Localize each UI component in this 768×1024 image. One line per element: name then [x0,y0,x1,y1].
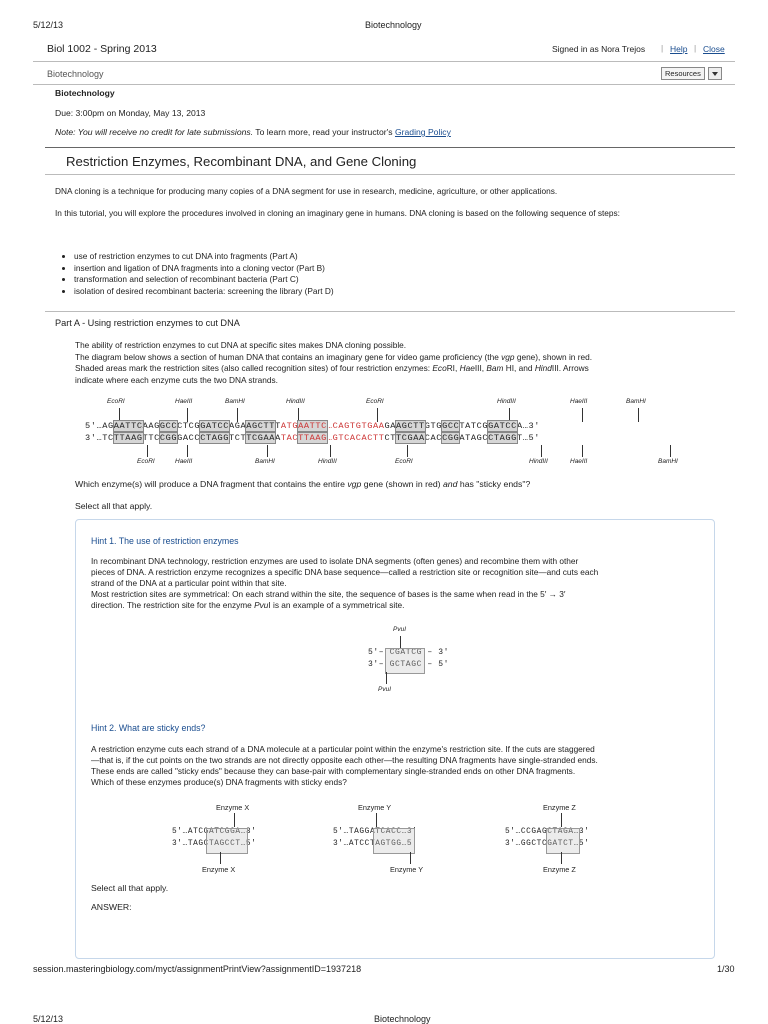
recognition-site [546,828,580,854]
recognition-site: GATCC [200,421,229,431]
strand-suffix: …5′ [522,433,540,443]
hint-text: These ends are called "sticky ends" because they can base-pair with complementary single-stranded ends on other DNA fragments. [91,766,576,776]
cut-arrow [220,852,221,864]
enzyme-z-top-strand: 5′…CCGAGCTAGA…3′ [505,828,590,836]
enzyme-label-top: EcoRI [107,398,125,405]
text-span: The diagram below shows a section of human DNA that contains an imaginary gene for video game proficiency (the [75,351,502,362]
steps-list [58,251,334,297]
cut-arrow [407,445,408,457]
intro-paragraph: DNA cloning is a technique for producing many copies of a DNA segment for use in research, medicine, agriculture, or other applications. [55,186,558,196]
enzyme-x-label: Enzyme X [216,803,250,812]
late-note [55,127,451,137]
recognition-site [373,828,415,854]
recognition-site: CTAGG [488,433,517,443]
recognition-site: TCGAA [246,433,276,443]
cut-arrow [582,408,583,422]
recognition-site: GCC [442,421,460,431]
enzyme-label-bottom: BamHI [255,458,275,465]
hint-text: In recombinant DNA technology, restriction enzymes are used to isolate DNA segments (often genes) and recombine them with other [91,556,579,566]
text-span: gene), shown in red. [514,351,593,362]
hint-text: —that is, if the cut points on the two strands are not directly opposite each other—the resulting DNA fragments have single-stranded ends. [91,755,598,765]
divider [33,61,735,62]
course-name: Biol 1002 - Spring 2013 [47,43,157,55]
pvui-bottom-strand: 3′– GCTAGC – 5′ [368,660,450,669]
text-span: RI, [446,363,460,373]
vgp-gene: ATGAATTC…CAGTGTGAA [280,421,385,431]
hint-2-title[interactable]: Hint 2. What are sticky ends? [91,723,206,733]
part-a-text: The ability of restriction enzymes to cut DNA at specific sites makes DNA cloning possible. [75,340,407,350]
enzyme-z-label: Enzyme Z [543,865,576,874]
cut-arrow [119,408,120,422]
page-number: 1/30 [717,964,735,974]
hint-text: Which of these enzymes produce(s) DNA fragments with sticky ends? [91,777,347,787]
list-item: • transformation and selection of recombinant bacteria (Part C) [74,274,334,286]
dna-diagram [85,396,705,472]
cut-arrow [298,408,299,422]
text-span: HI, and [503,363,535,373]
divider [33,84,735,85]
recognition-site [385,648,425,674]
strand-suffix: …3′ [522,421,540,431]
text-span: III, [474,363,487,373]
hint-1-body [91,556,701,611]
strand-prefix: 5′…AG [85,421,114,431]
cut-arrow [561,813,562,827]
help-link[interactable]: Help [670,44,688,54]
enzyme-label-bottom: BamHI [658,458,678,465]
text-span: Shaded areas mark the restriction sites (also called recognition sites) of four restriction enzymes: [75,363,433,373]
cut-arrow [410,852,411,864]
recognition-site: CTAGG [200,433,229,443]
chevron-down-icon[interactable] [708,67,722,80]
recognition-site: AATTC [113,421,143,431]
print-date: 5/12/13 [33,20,64,30]
recognition-site: GCC [159,421,178,431]
enzyme-y-label: Enzyme Y [358,803,392,812]
recognition-site: CGG [442,433,460,443]
cut-arrow [234,813,235,827]
cut-arrow [187,445,188,457]
cut-arrow [400,636,401,648]
part-a-intro [75,340,725,386]
enzyme-label-top: HindIII [497,398,516,405]
dna-top-strand: 5′…AGAATTCAAGGCCCTCGGATCCAGAAGCTTTATGAATTC…CAGTGTGAAGAAGCTTGTGGCCTATCGGATCCA…3′ [85,421,540,431]
print-title: Biotechnology [365,20,422,30]
strand-prefix: 3′…TC [85,433,114,443]
hint-text [91,600,701,611]
late-note-italic: Note: You will receive no credit for late submissions. [55,127,254,137]
cut-arrow [561,852,562,864]
cut-arrow [386,672,387,684]
grading-policy-link[interactable]: Grading Policy [394,127,451,137]
dna-bottom-strand: 3′…TCTTAAGTTCCGGGACCCTAGGTCTTCGAAATACTTAAG…GTCACACTTCTTCGAACACCGGATAGCCTAGGT…5′ [85,433,540,443]
list-item: • insertion and ligation of DNA fragments into a cloning vector (Part B) [74,263,334,275]
recognition-site [206,828,248,854]
text-span: has "sticky ends"? [457,479,531,489]
enzyme-label-top: EcoRI [366,398,384,405]
text-italic: Hae [459,363,475,373]
hint-2-select: Select all that apply. [91,883,169,893]
enzyme-z-label: Enzyme Z [543,803,576,812]
part-a-text [75,363,725,375]
cut-arrow [582,445,583,457]
part-a-text [75,352,725,364]
pvui-label-bottom: PvuI [378,686,392,693]
list-item: • use of restriction enzymes to cut DNA into fragments (Part A) [74,251,334,263]
enzyme-y-top-strand: 5′…TAGGATCACC…3′ [333,828,418,836]
cut-arrow [509,408,510,422]
enzyme-label-top: BamHI [225,398,245,405]
text-span: III. Arrows [551,363,589,373]
answer-label: ANSWER: [91,902,132,912]
text-italic: Bam [486,363,504,373]
divider [45,311,735,312]
vgp-gene: TACTTAAG…GTCACACTT [280,433,385,443]
pvui-label-top: PvuI [393,626,407,633]
footer-url: session.masteringbiology.com/myct/assignmentPrintView?assignmentID=1937218 [33,964,362,974]
cut-arrow [147,445,148,457]
hint-text: Most restriction sites are symmetrical: On each strand within the site, the sequence of bases is the same when read in the 5′ → 3′ [91,589,566,599]
hint-text: A restriction enzyme cuts each strand of a DNA molecule at a particular point within the enzyme's restriction site. If the cuts are staggered [91,744,595,754]
enzyme-y-bottom-strand: 3′…ATCCTAGTGG…5′ [333,840,418,848]
text-italic: Eco [432,363,447,373]
separator: | [694,43,697,53]
enzyme-x-bottom-strand: 3′…TAGCTAGCCT…5′ [172,840,257,848]
enzyme-label-bottom: HaeIII [570,458,588,465]
signed-in-label: Signed in as Nora Trejos [552,44,646,54]
print-date: 5/12/13 [33,1014,64,1024]
recognition-site: TTAAG [113,433,143,443]
cut-arrow [377,408,378,422]
enzyme-label-top: BamHI [626,398,646,405]
cut-arrow [670,445,671,457]
divider [45,174,735,175]
recognition-site: GATCC [488,421,517,431]
breadcrumb: Biotechnology [47,69,104,79]
enzyme-label-top: HaeIII [570,398,588,405]
assignment-title: Biotechnology [55,88,115,98]
text-span: Which enzyme(s) will produce a DNA fragment that contains the entire [75,479,348,489]
enzyme-label-bottom: HindIII [318,458,337,465]
enzyme-x-top-strand: 5′…ATCGATCGGA…3′ [172,828,257,836]
part-a-heading: Part A - Using restriction enzymes to cut DNA [55,318,240,328]
section-title: Restriction Enzymes, Recombinant DNA, and Gene Cloning [66,154,417,169]
cut-arrow [237,408,238,422]
recognition-site: CGG [159,433,178,443]
text-italic: vgp [347,479,362,489]
text-span: direction. The restriction site for the enzyme [91,600,255,610]
part-a-text: indicate where each enzyme cuts the two DNA strands. [75,374,278,385]
question-text [75,479,530,489]
text-span: I is an example of a symmetrical site. [268,600,405,610]
hint-text: strand of the DNA at a particular point within that site. [91,578,287,588]
text-span: gene (shown in red) [361,479,443,489]
intro-paragraph: In this tutorial, you will explore the procedures involved in cloning an imaginary gene in humans. DNA cloning is based on the following sequence of steps: [55,208,620,218]
text-italic: vgp [501,351,515,362]
enzyme-label-top: HaeIII [175,398,193,405]
cut-arrow [330,445,331,457]
recognition-site: AGCTT [246,421,276,431]
cut-arrow [541,445,542,457]
hint-2-body [91,744,706,788]
cut-arrow [267,445,268,457]
pvui-top-strand: 5′– CGATCG – 3′ [368,648,450,657]
due-date: Due: 3:00pm on Monday, May 13, 2013 [55,108,206,118]
enzyme-label-bottom: HaeIII [175,458,193,465]
enzyme-y-label: Enzyme Y [390,865,424,874]
close-link[interactable]: Close [703,44,725,54]
hint-1-title[interactable]: Hint 1. The use of restriction enzymes [91,536,239,546]
enzyme-label-top: HindIII [286,398,305,405]
text-italic: Pvu [254,600,269,610]
print-title: Biotechnology [374,1014,431,1024]
select-instruction: Select all that apply. [75,501,153,511]
separator: | [661,43,664,53]
enzyme-label-bottom: EcoRI [395,458,413,465]
text-italic: and [442,479,458,489]
enzyme-label-bottom: EcoRI [137,458,155,465]
hint-text: pieces of DNA. A restriction enzyme recognizes a specific DNA base sequence—called a restriction site or recognition site—and cuts each [91,567,599,577]
cut-arrow [187,408,188,422]
divider [45,147,735,148]
resources-select[interactable]: Resources [661,67,705,80]
recognition-site: TCGAA [396,433,425,443]
enzyme-x-label: Enzyme X [202,865,236,874]
late-note-text: To learn more, read your instructor's [253,127,395,137]
list-item: • isolation of desired recombinant bacteria: screening the library (Part D) [74,286,334,298]
enzyme-label-bottom: HindIII [529,458,548,465]
cut-arrow [638,408,639,422]
text-italic: Hind [534,363,552,373]
recognition-site: AGCTT [396,421,425,431]
enzyme-z-bottom-strand: 3′…GGCTCGATCT…5′ [505,840,590,848]
cut-arrow [376,813,377,827]
